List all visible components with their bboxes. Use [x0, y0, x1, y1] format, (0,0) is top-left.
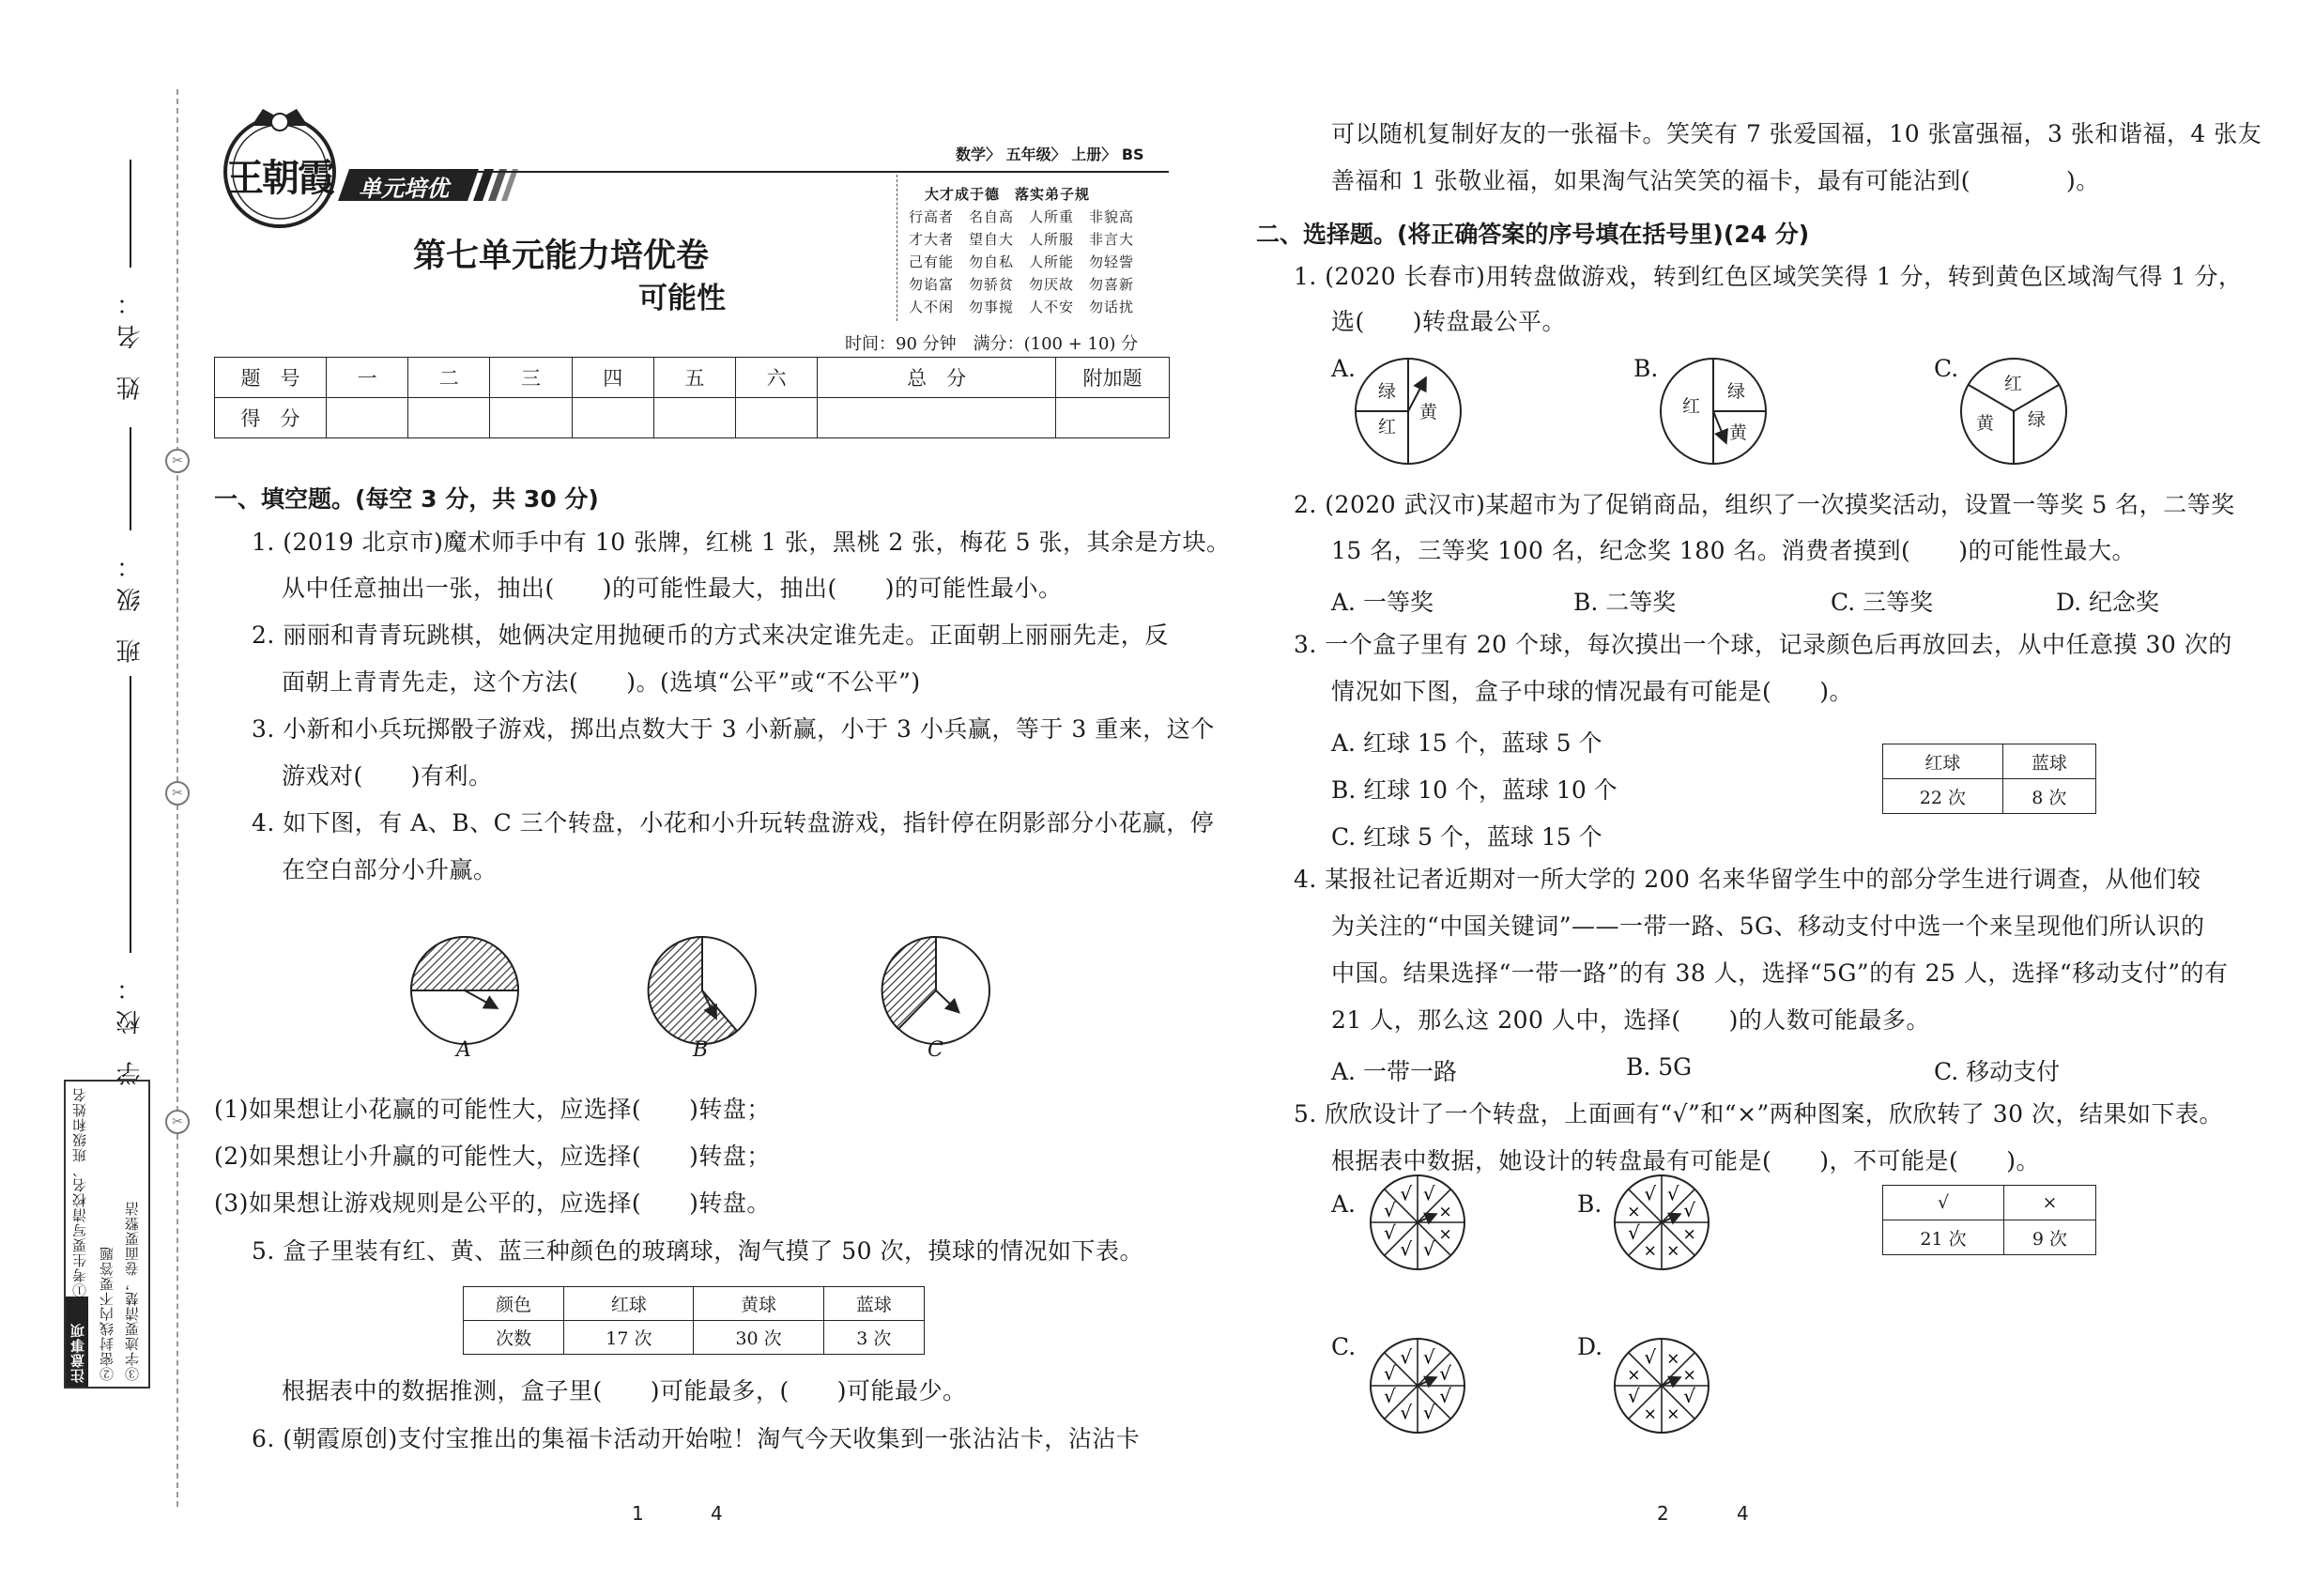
class-label: 班 级： — [116, 545, 145, 664]
note-item: ②密封线内不要答题 — [99, 1246, 115, 1381]
score-header: 三 — [490, 358, 572, 398]
cross-mark: × — [1438, 1225, 1452, 1245]
color-spinner-a — [1356, 359, 1461, 464]
meta-term: 上册 — [1071, 146, 1102, 163]
score-cell[interactable] — [653, 398, 735, 438]
option-a[interactable]: A. — [1331, 355, 1357, 382]
page-total: 4 — [1737, 1502, 1749, 1525]
name-label: 姓 名： — [116, 282, 145, 401]
check-mark: √ — [1400, 1182, 1413, 1205]
spinner-word: 绿 — [2028, 409, 2047, 430]
draw-table-cell: 8 次 — [2002, 779, 2095, 814]
score-cell[interactable] — [408, 398, 490, 438]
symbol-spinner-a — [1371, 1175, 1464, 1269]
score-header: 六 — [736, 358, 818, 398]
name-field[interactable] — [130, 160, 131, 268]
check-mark: √ — [1644, 1182, 1657, 1205]
ball-table-cell: 3 次 — [823, 1321, 924, 1355]
ball-table-header: 红球 — [564, 1287, 694, 1321]
symbol-table-header: √ — [1883, 1186, 2004, 1220]
draw-table-header: 红球 — [1883, 744, 2003, 779]
cross-mark: × — [1643, 1241, 1657, 1261]
spinner-c — [882, 937, 989, 1044]
check-mark: √ — [1400, 1237, 1413, 1261]
symbol-spinner-b — [1615, 1175, 1709, 1269]
score-cell[interactable] — [327, 398, 408, 438]
check-mark: √ — [1644, 1345, 1657, 1369]
cross-mark: × — [1627, 1202, 1641, 1221]
question-text: 3. 一个盒子里有 20 个球，每次摸出一个球，记录颜色后再放回去，从中任意摸 30 次的 — [1294, 631, 2232, 658]
cross-mark: × — [1682, 1225, 1696, 1245]
meta-subject: 数学 — [956, 146, 987, 163]
score-header: 附加题 — [1056, 358, 1170, 398]
check-mark: √ — [1683, 1385, 1695, 1408]
question-text: 1. (2019 北京市)魔术师手中有 10 张牌，红桃 1 张，黑桃 2 张，梅花 5 张，其余是方块。 — [252, 529, 1231, 556]
symbol-table-cell: 9 次 — [2004, 1220, 2096, 1255]
question-text: 3. 小新和小兵玩掷骰子游戏，掷出点数大于 3 小新赢，小于 3 小兵赢，等于 3 重来，这个 — [252, 715, 1215, 743]
school-label: 学 校： — [116, 967, 145, 1086]
question-text: 2. 丽丽和青青玩跳棋，她俩决定用抛硬币的方式来决定谁先走。正面朝上丽丽先走，反 — [252, 622, 1169, 649]
series-tag — [338, 169, 518, 201]
draw-table-cell: 22 次 — [1883, 779, 2003, 814]
symbol-table-cell: 21 次 — [1883, 1220, 2004, 1255]
option-a[interactable]: A. 一带一路 — [1331, 1058, 1457, 1085]
question-text: 1. (2020 长春市)用转盘做游戏，转到红色区域笑笑得 1 分，转到黄色区域淘气得 1 分， — [1294, 263, 2243, 290]
spinner-word: 绿 — [1727, 381, 1746, 402]
option-a[interactable]: A. 红球 15 个，蓝球 5 个 — [1331, 729, 1602, 757]
spinner-word: 黄 — [1729, 422, 1748, 443]
spinner-b — [649, 937, 756, 1044]
ball-table-header: 颜色 — [464, 1287, 564, 1321]
draw-table-header: 蓝球 — [2002, 744, 2095, 779]
check-mark: √ — [1628, 1385, 1640, 1408]
score-header: 题 号 — [215, 358, 327, 398]
question-text: 在空白部分小升赢。 — [282, 856, 498, 883]
check-mark: √ — [1439, 1385, 1451, 1408]
motto-line: 人不闲 勿事搅 人不安 勿话扰 — [909, 299, 1135, 315]
cross-mark: × — [1666, 1349, 1680, 1369]
cross-mark: × — [1666, 1404, 1680, 1424]
question-text: 游戏对( )有利。 — [282, 762, 493, 790]
spinner-a — [411, 937, 518, 1044]
option-a[interactable]: A. 一等奖 — [1331, 589, 1434, 616]
ball-table-cell: 17 次 — [564, 1321, 694, 1355]
section-title-fill: 一、填空题。(每空 3 分，共 30 分) — [214, 485, 599, 513]
spinner-word: 红 — [2004, 374, 2023, 394]
option-b[interactable]: B. 红球 10 个，蓝球 10 个 — [1331, 776, 1618, 804]
question-text: 2. (2020 武汉市)某超市为了促销商品，组织了一次摸奖活动，设置一等奖 5 名，二等奖 — [1294, 491, 2235, 518]
score-header: 二 — [408, 358, 490, 398]
question-text: 从中任意抽出一张，抽出( )的可能性最大，抽出( )的可能性最小。 — [282, 575, 1063, 602]
ball-table-cell: 次数 — [464, 1321, 564, 1355]
check-mark: √ — [1422, 1401, 1435, 1424]
notes-box — [64, 1080, 150, 1389]
symbol-table-header: × — [2004, 1186, 2096, 1220]
motto-line: 己有能 勿自私 人所能 勿轻訾 — [909, 253, 1135, 270]
question-text: 15 名，三等奖 100 名，纪念奖 180 名。消费者摸到( )的可能性最大。 — [1331, 537, 2136, 564]
check-mark: √ — [1422, 1182, 1435, 1205]
ball-table-header: 黄球 — [694, 1287, 823, 1321]
spinner-word: 绿 — [1378, 381, 1397, 402]
score-header: 一 — [327, 358, 408, 398]
check-mark: √ — [1400, 1401, 1413, 1424]
note-item: ①考生要写清校名、班级和姓名 — [71, 1087, 88, 1297]
check-mark: √ — [1439, 1361, 1451, 1385]
option-b[interactable]: B. 二等奖 — [1573, 589, 1677, 616]
check-mark: √ — [1666, 1182, 1679, 1205]
meta-grade: 五年级 — [1005, 146, 1051, 163]
page-subtitle: 可能性 — [638, 282, 726, 315]
score-table — [214, 357, 1170, 438]
meta-breadcrumb: 数学〉 五年级〉 上册〉 BS — [956, 146, 1144, 163]
school-field[interactable] — [130, 676, 131, 953]
question-text: 5. 盒子里装有红、黄、蓝三种颜色的玻璃球，淘气摸了 50 次，摸球的情况如下表。 — [252, 1237, 1144, 1265]
symbol-spinners — [1361, 1174, 1737, 1446]
option-c[interactable]: C. — [1934, 355, 1959, 382]
symbol-result-table — [1882, 1185, 2096, 1255]
spinner-word: 红 — [1682, 396, 1701, 417]
cross-mark: × — [1438, 1202, 1452, 1221]
question-text: 5. 欣欣设计了一个转盘，上面画有“√”和“×”两种图案，欣欣转了 30 次，结果如下表。 — [1294, 1100, 2224, 1128]
option-d[interactable]: D. — [1577, 1333, 1603, 1360]
ball-table-header: 蓝球 — [823, 1287, 924, 1321]
option-c[interactable]: C. 红球 5 个，蓝球 15 个 — [1331, 823, 1602, 851]
time-info: 时间：90 分钟 满分：(100 + 10) 分 — [845, 334, 1139, 354]
question-text: 6. (朝霞原创)支付宝推出的集福卡活动开始啦！淘气今天收集到一张沾沾卡，沾沾卡 — [252, 1425, 1141, 1452]
score-header: 四 — [572, 358, 653, 398]
check-mark: √ — [1400, 1345, 1413, 1369]
question-text: 4. 如下图，有 A、B、C 三个转盘，小花和小升玩转盘游戏，指针停在阴影部分小花赢，停 — [252, 809, 1215, 836]
question-text: (3)如果想让游戏规则是公平的，应选择( )转盘。 — [214, 1189, 771, 1217]
motto-line: 才大者 望自大 人所服 非言大 — [909, 231, 1135, 248]
draw-result-table — [1882, 744, 2096, 814]
spinner-word: 黄 — [1419, 402, 1438, 422]
score-cell[interactable] — [572, 398, 653, 438]
class-field[interactable] — [130, 427, 131, 530]
spinner-label-c: C — [928, 1038, 943, 1062]
spinner-label-b: B — [693, 1038, 709, 1062]
cross-mark: × — [1643, 1404, 1657, 1424]
logo-text: 王朝霞 — [226, 156, 333, 200]
check-mark: √ — [1683, 1198, 1695, 1221]
score-cell[interactable] — [736, 398, 818, 438]
check-mark: √ — [1422, 1345, 1435, 1369]
note-item: ③字迹要清楚，卷面要整洁 — [124, 1201, 141, 1381]
option-b[interactable]: B. — [1633, 355, 1659, 382]
score-cell[interactable] — [490, 398, 572, 438]
symbol-spinner-c — [1371, 1339, 1464, 1433]
spinner-word: 红 — [1378, 417, 1397, 437]
page-number: 2 — [1657, 1502, 1669, 1525]
question-text: 为关注的“中国关键词”——一带一路、5G、移动支付中选一个来呈现他们所认识的 — [1331, 913, 2205, 940]
check-mark: √ — [1384, 1221, 1396, 1245]
cross-mark: × — [1682, 1365, 1696, 1385]
question-text: 4. 某报社记者近期对一所大学的 200 名来华留学生中的部分学生进行调查，从他们较 — [1294, 866, 2201, 893]
spinner-word: 黄 — [1976, 413, 1995, 434]
question-text: (1)如果想让小花赢的可能性大，应选择( )转盘； — [214, 1096, 771, 1123]
motto-line: 勿谄富 勿骄贫 勿厌故 勿喜新 — [909, 276, 1135, 293]
page-number: 1 — [632, 1502, 644, 1525]
header-rule — [357, 171, 1169, 173]
option-c[interactable]: C. 移动支付 — [1934, 1058, 2061, 1085]
score-header: 五 — [653, 358, 735, 398]
scissor-icon: ✂ — [165, 449, 190, 473]
color-spinner-b — [1661, 359, 1766, 464]
question-text: (2)如果想让小升赢的可能性大，应选择( )转盘； — [214, 1143, 771, 1170]
meta-edition: BS — [1121, 146, 1144, 163]
motto-title: 大才成于德 落实弟子规 — [925, 186, 1091, 203]
spinner-label-a: A — [456, 1038, 471, 1062]
check-mark: √ — [1628, 1221, 1640, 1245]
question-text: 情况如下图，盒子中球的情况最有可能是( )。 — [1331, 678, 1854, 705]
question-text: 选( )转盘最公平。 — [1331, 308, 1567, 335]
scissor-icon: ✂ — [165, 1110, 190, 1134]
series-tag-label: 单元培优 — [359, 176, 449, 202]
question-text: 面朝上青青先走，这个方法( )。(选填“公平”或“不公平”) — [282, 668, 921, 696]
cross-mark: × — [1627, 1365, 1641, 1385]
check-mark: √ — [1384, 1361, 1396, 1385]
cross-mark: × — [1666, 1241, 1680, 1261]
check-mark: √ — [1384, 1198, 1396, 1221]
score-row-label: 得 分 — [215, 398, 327, 438]
page-total: 4 — [711, 1502, 723, 1525]
notes-title: 注意事项 — [69, 1323, 86, 1383]
option-d[interactable]: D. 纪念奖 — [2056, 589, 2160, 616]
question-text: 根据表中的数据推测，盒子里( )可能最多，( )可能最少。 — [282, 1377, 967, 1404]
scissor-icon: ✂ — [165, 781, 190, 806]
option-b[interactable]: B. — [1577, 1190, 1602, 1218]
ball-table — [463, 1286, 925, 1355]
score-cell[interactable] — [818, 398, 1056, 438]
question-text: 可以随机复制好友的一张福卡。笑笑有 7 张爱国福，10 张富强福，3 张和谐福，4 张友 — [1331, 120, 2262, 147]
ball-table-cell: 30 次 — [694, 1321, 823, 1355]
question-text: 中国。结果选择“一带一路”的有 38 人，选择“5G”的有 25 人，选择“移动支付”的有 — [1331, 959, 2229, 987]
symbol-spinner-d — [1615, 1339, 1709, 1433]
option-a[interactable]: A. — [1331, 1190, 1357, 1218]
question-text: 根据表中数据，她设计的转盘最有可能是( )，不可能是( )。 — [1331, 1147, 2041, 1174]
brand-logo — [214, 101, 345, 233]
section-title-choice: 二、选择题。(将正确答案的序号填在括号里)(24 分) — [1256, 221, 1810, 248]
motto-divider — [897, 175, 898, 321]
option-c[interactable]: C. 三等奖 — [1831, 589, 1934, 616]
score-cell[interactable] — [1056, 398, 1170, 438]
option-b[interactable]: B. 5G — [1626, 1053, 1693, 1081]
question-text: 善福和 1 张敬业福，如果淘气沾笑笑的福卡，最有可能沾到( )。 — [1331, 167, 2100, 194]
score-header: 总 分 — [818, 358, 1056, 398]
check-mark: √ — [1384, 1385, 1396, 1408]
option-c[interactable]: C. — [1331, 1333, 1357, 1360]
check-mark: √ — [1422, 1237, 1435, 1261]
page-title: 第七单元能力培优卷 — [413, 237, 710, 275]
question-text: 21 人，那么这 200 人中，选择( )的人数可能最多。 — [1331, 1006, 1930, 1034]
motto-line: 行高者 名自高 人所重 非貌高 — [909, 208, 1135, 225]
